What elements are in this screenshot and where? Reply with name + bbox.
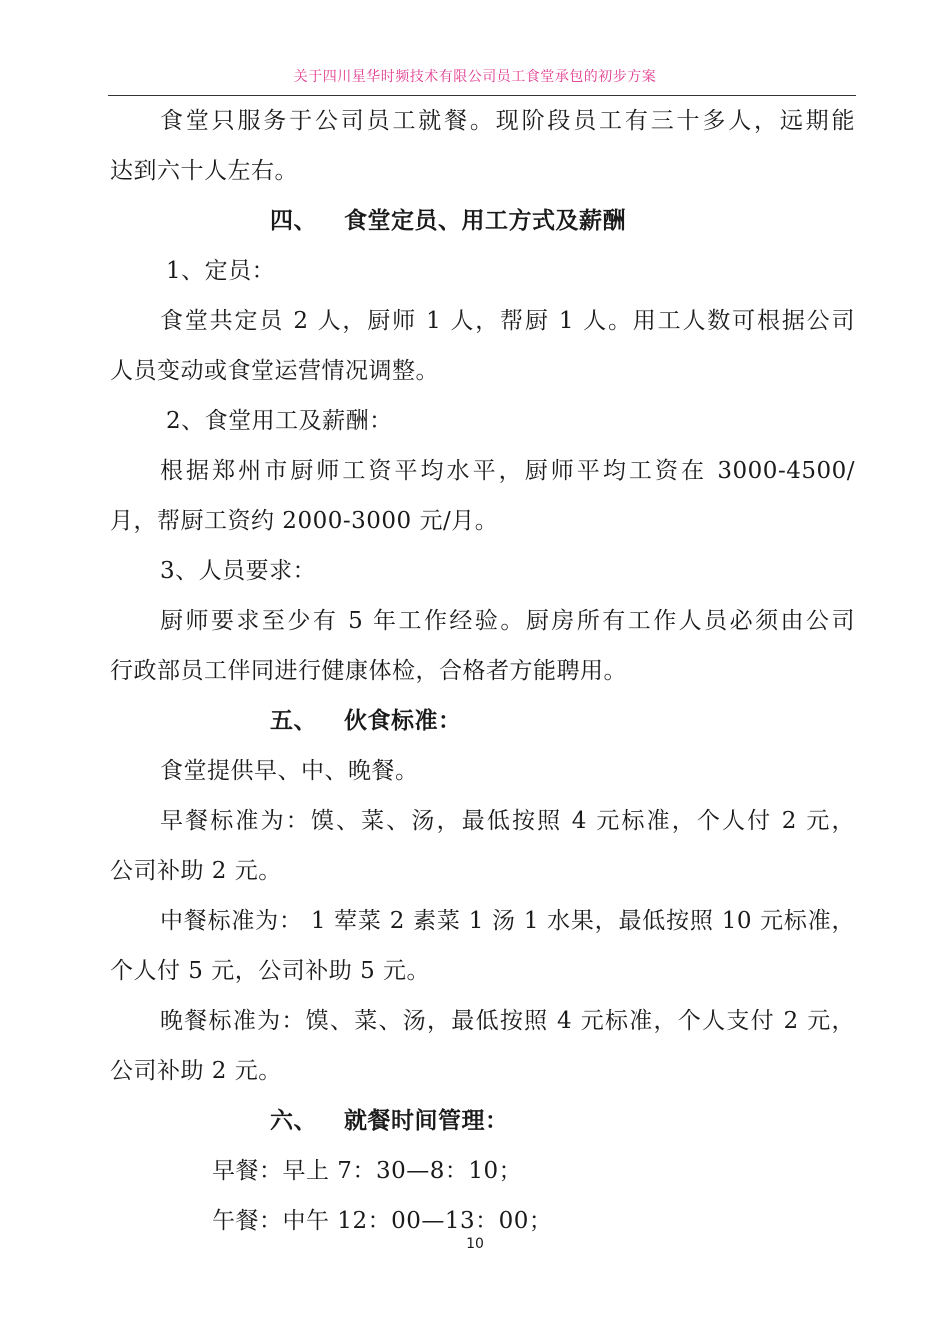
section-heading-5 (270, 706, 462, 736)
section-heading-4 (270, 206, 626, 236)
paragraph-line: 晚餐标准为：馍、菜、汤，最低按照 4 元标准，个人支付 2 元， (160, 1008, 855, 1034)
paragraph-line: 厨师要求至少有 5 年工作经验。厨房所有工作人员必须由公司 (160, 608, 855, 634)
paragraph-line: 食堂共定员 2 人，厨师 1 人，帮厨 1 人。用工人数可根据公司 (160, 308, 855, 334)
paragraph-line: 公司补助 2 元。 (110, 1058, 282, 1084)
section-number: 四、 (270, 207, 317, 234)
paragraph-line: 食堂只服务于公司员工就餐。现阶段员工有三十多人，远期能 (160, 108, 855, 134)
meal-time-breakfast: 早餐：早上 7：30—8：10； (212, 1158, 523, 1184)
section-number: 五、 (270, 707, 317, 734)
subsection-heading: 2、食堂用工及薪酬： (166, 408, 393, 434)
section-title: 就餐时间管理： (344, 1107, 509, 1134)
paragraph-line: 根据郑州市厨师工资平均水平，厨师平均工资在 3000-4500/ (160, 458, 855, 484)
subsection-heading: 1、定员： (166, 258, 276, 284)
paragraph-line: 食堂提供早、中、晚餐。 (160, 758, 419, 784)
paragraph-line: 人员变动或食堂运营情况调整。 (110, 358, 439, 384)
paragraph-line: 早餐标准为：馍、菜、汤，最低按照 4 元标准，个人付 2 元， (160, 808, 855, 834)
subsection-heading: 3、人员要求： (160, 558, 317, 584)
paragraph-line: 中餐标准为： 1 荤菜 2 素菜 1 汤 1 水果，最低按照 10 元标准， (160, 908, 855, 934)
page-number: 10 (466, 1236, 484, 1252)
header-divider (108, 95, 856, 96)
paragraph-line: 行政部员工伴同进行健康体检，合格者方能聘用。 (110, 658, 627, 684)
paragraph-line: 个人付 5 元，公司补助 5 元。 (110, 958, 431, 984)
meal-time-lunch: 午餐：中午 12：00—13：00； (212, 1208, 553, 1234)
paragraph-line: 达到六十人左右。 (110, 158, 298, 184)
section-title: 食堂定员、用工方式及薪酬 (344, 207, 626, 234)
section-heading-6 (270, 1106, 509, 1136)
section-number: 六、 (270, 1107, 317, 1134)
section-title: 伙食标准： (344, 707, 462, 734)
paragraph-line: 月，帮厨工资约 2000-3000 元/月。 (110, 508, 499, 534)
header-title: 关于四川星华时频技术有限公司员工食堂承包的初步方案 (293, 69, 657, 85)
paragraph-line: 公司补助 2 元。 (110, 858, 282, 884)
